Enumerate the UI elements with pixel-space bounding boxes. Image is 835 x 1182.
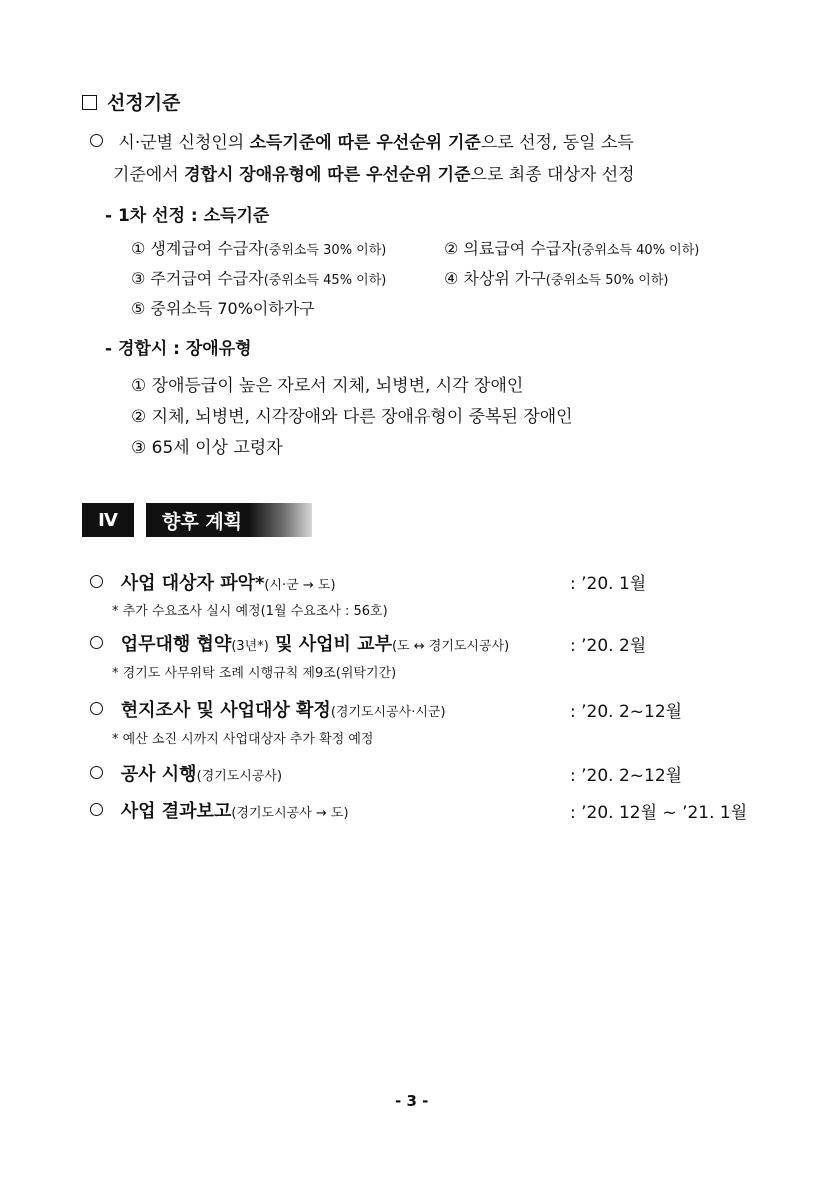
plan-title: 현지조사 및 사업대상 확정 [120,700,331,721]
plan-note: * 경기도 사무위탁 조례 시행규칙 제9조(위탁기간) [112,666,397,681]
first-selection-heading: - 1차 선정 : 소득기준 [105,206,270,226]
criterion-label: ③ 주거급여 수급자 [131,269,264,288]
income-criterion-item [131,266,386,289]
plan-detail: (경기도시공사) [196,769,283,784]
plan-date: : ’20. 12월 ~ ’21. 1월 [570,803,748,823]
income-criterion-item [444,236,699,259]
plan-note: * 추가 수요조사 실시 예정(1월 수요조사 : 56호) [112,604,388,619]
intro-bold-text: 소득기준에 따른 우선순위 기준 [249,133,481,153]
tie-break-heading: - 경합시 : 장애유형 [105,339,252,359]
square-bullet-icon [82,95,97,110]
disability-criterion-item: ② 지체, 뇌병변, 시각장애와 다른 장애유형이 중복된 장애인 [131,407,573,427]
income-criterion-item [444,266,668,289]
plan-item [90,630,509,656]
plan-item [90,760,282,786]
criterion-label: ⑤ 중위소득 70%이하가구 [131,299,315,318]
criterion-detail: (중위소득 45% 이하) [263,273,387,288]
plan-item [90,696,446,722]
section-title: 선정기준 [107,92,181,114]
income-criterion-item [131,236,386,259]
section-number: Ⅳ [82,503,134,537]
plan-title: 사업 결과보고 [120,801,232,822]
plan-detail: (3년*) [231,639,269,654]
plan-date: : ’20. 2월 [570,636,647,656]
section-banner [82,503,312,537]
intro-bold-text: 경합시 장애유형에 따른 우선순위 기준 [184,165,471,185]
plan-detail: (도 ↔ 경기도시공사) [391,639,510,654]
circle-bullet-icon [90,575,103,588]
plan-detail: (시·군 → 도) [264,578,336,593]
criterion-label: ① 생계급여 수급자 [131,239,264,258]
plan-note: * 예산 소진 시까지 사업대상자 추가 확정 예정 [112,732,374,747]
disability-criterion-item: ③ 65세 이상 고령자 [131,438,283,458]
intro-text: 으로 선정, 동일 소득 [480,133,634,153]
criterion-label: ④ 차상위 가구 [444,269,546,288]
intro-text: 시·군별 신청인의 [118,133,250,153]
plan-date: : ’20. 1월 [570,574,647,594]
plan-date: : ’20. 2~12월 [570,766,683,786]
intro-text: 기준에서 [113,165,185,185]
intro-line-1 [90,128,634,153]
criterion-label: ② 의료급여 수급자 [444,239,577,258]
disability-criterion-item: ① 장애등급이 높은 자로서 지체, 뇌병변, 시각 장애인 [131,376,524,396]
plan-title: 공사 시행 [120,764,197,785]
circle-bullet-icon [90,636,103,649]
criterion-detail: (중위소득 40% 이하) [576,243,700,258]
plan-item [90,797,349,823]
plan-date: : ’20. 2~12월 [570,702,683,722]
plan-title: 업무대행 협약 [120,634,232,655]
section-heading [82,88,180,115]
plan-detail: (경기도시공사·시군) [330,705,446,720]
section-banner-title: 향후 계획 [146,503,312,537]
circle-bullet-icon [90,702,103,715]
plan-title: 사업 대상자 파악* [120,573,265,594]
circle-bullet-icon [90,134,103,147]
plan-detail: (경기도시공사 → 도) [231,806,349,821]
plan-title: 및 사업비 교부 [268,634,392,655]
circle-bullet-icon [90,766,103,779]
page-number: - 3 - [395,1092,429,1110]
intro-line-2 [113,160,635,185]
income-criterion-item [131,296,315,319]
intro-text: 으로 최종 대상자 선정 [470,165,635,185]
circle-bullet-icon [90,803,103,816]
criterion-detail: (중위소득 50% 이하) [545,273,669,288]
plan-item [90,569,336,595]
criterion-detail: (중위소득 30% 이하) [263,243,387,258]
